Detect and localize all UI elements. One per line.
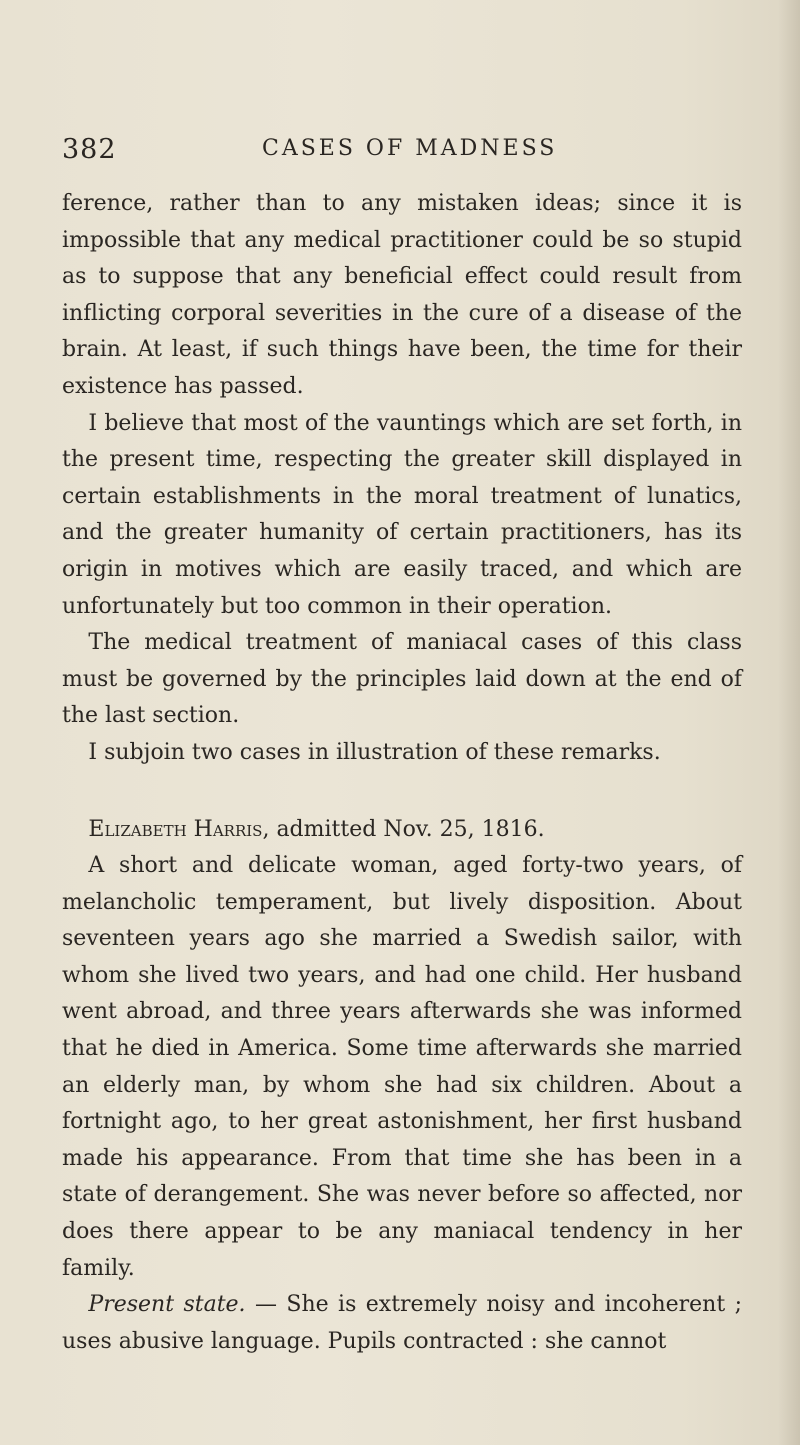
page-header (62, 134, 742, 174)
page-edge-shadow (778, 0, 800, 1445)
paragraph-vauntings: I believe that most of the vauntings which are set forth, in the present time, respecting the greater skill displayed in certain establishments in the moral treatment of lunatics, and the greater humanity of certain practitioners, has its origin in motives which are easily traced, and which are unfortunately but too common in their operation. (62, 410, 742, 619)
body-text (62, 186, 742, 1360)
paragraph-medical-treatment: The medical treatment of maniacal cases of this class must be governed by the principles laid down at the end of the last section. (62, 630, 742, 729)
case-heading (62, 812, 742, 849)
present-state-label: Present state. (88, 1292, 246, 1318)
patient-name: Elizabeth Harris (88, 816, 263, 842)
paragraph-subjoin: I subjoin two cases in illustration of these remarks. (88, 739, 661, 765)
present-state-text: — She is extremely noisy and incoherent ; uses abusive language. Pupils contracted : she cannot (62, 1292, 742, 1354)
case-history: A short and delicate woman, aged forty-two years, of melancholic temperament, but lively disposition. About seventeen years ago she married a Swedish sailor, with whom she lived two years, and had one child. Her husband went abroad, and three years afterwards she was informed that he died in America. Some time afterwards she married an elderly man, by whom she had six children. About a fortnight ago, to her great astonishment, her first husband made his appearance. From that time she has been in a state of derangement. She was never before so affected, nor does there appear to be any maniacal tendency in her family. (62, 853, 742, 1281)
paragraph-continuation: ference, rather than to any mistaken ideas; since it is impossible that any medical practitioner could be so stupid as to suppose that any beneficial effect could result from inflicting corporal severities in the cure of a disease of the brain. At least, if such things have been, the time for their existence has passed. (62, 191, 742, 399)
present-state (62, 1287, 742, 1360)
running-title: CASES OF MADNESS (262, 136, 558, 161)
admission-date: , admitted Nov. 25, 1816. (262, 816, 545, 842)
page-number: 382 (62, 134, 117, 165)
